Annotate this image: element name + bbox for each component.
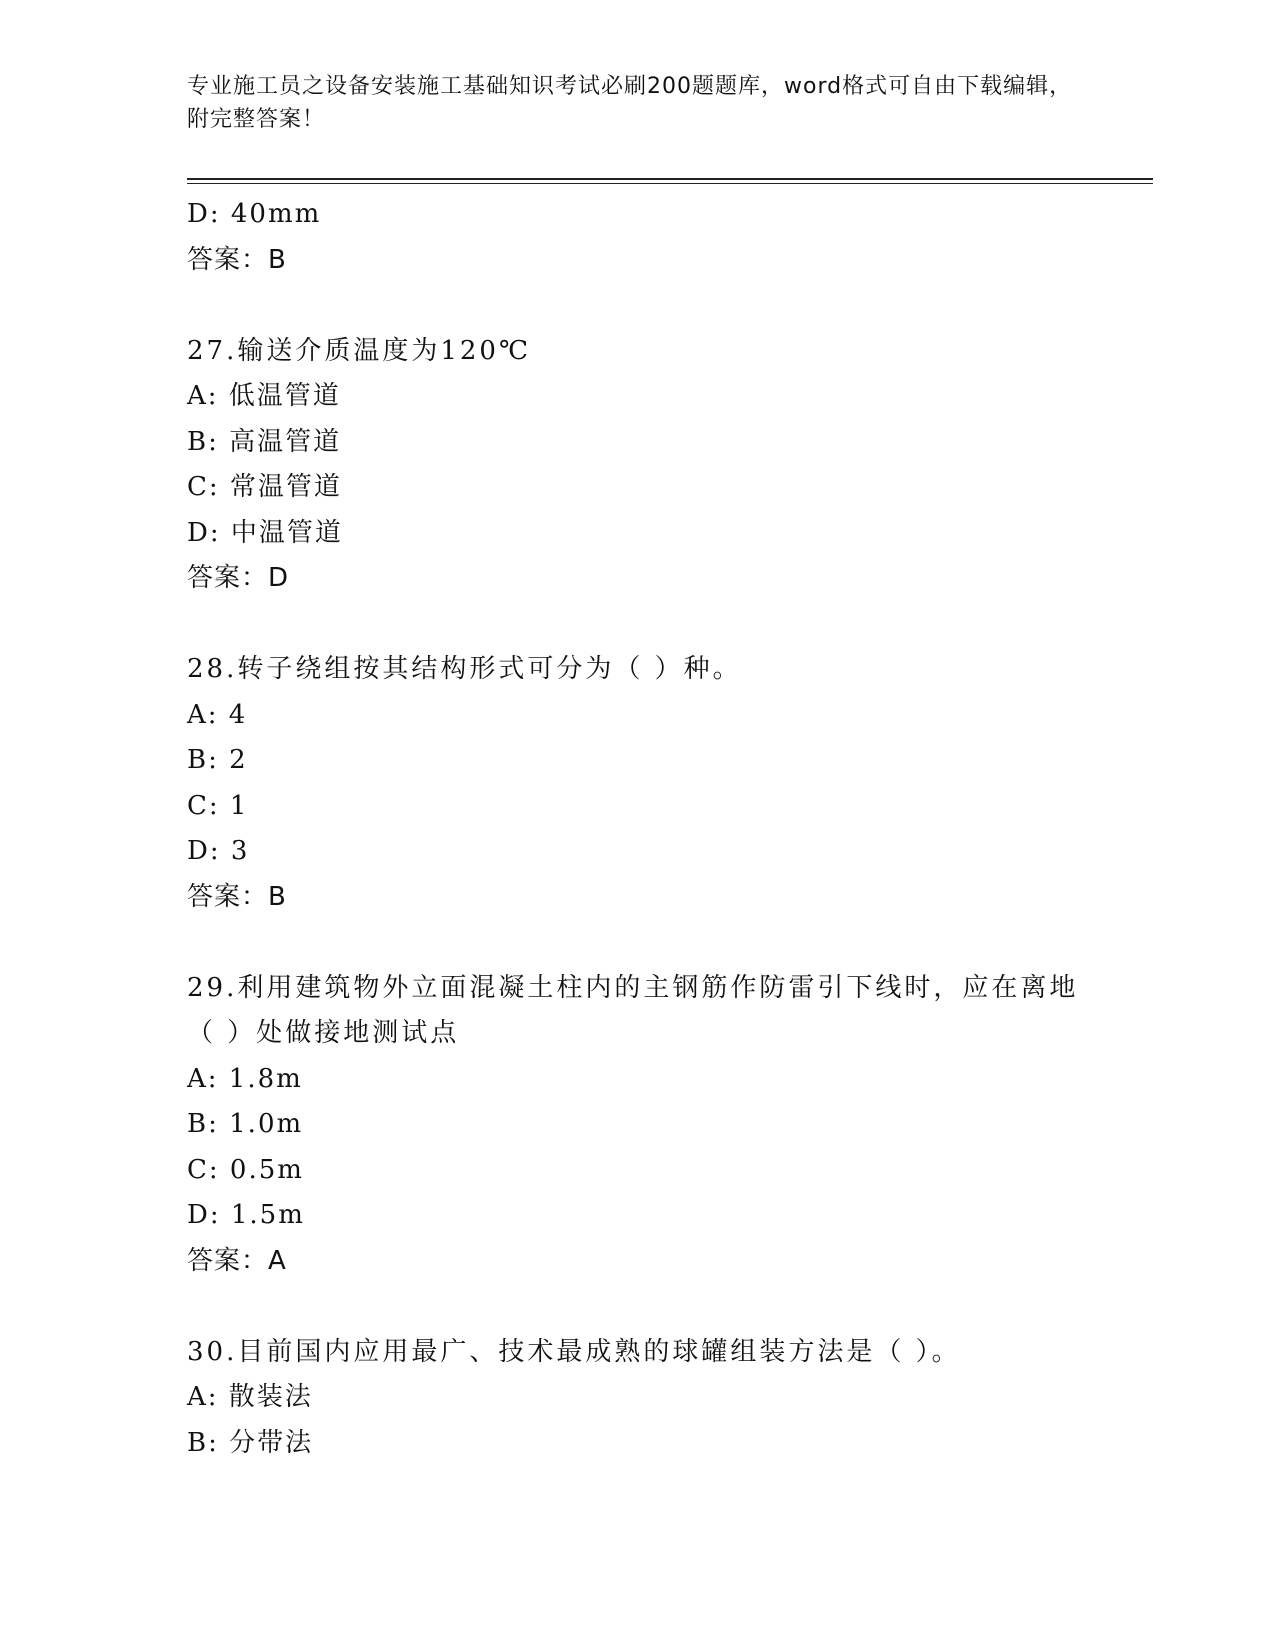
- question-29: [187, 966, 1087, 1285]
- option-d: D: 中温管道: [187, 517, 343, 548]
- question-30: [187, 1330, 1087, 1467]
- question-text: 27.输送介质温度为120℃: [187, 335, 532, 366]
- option-c: C: 1: [187, 790, 249, 821]
- header-divider-thin: [187, 183, 1153, 184]
- option-b: B: 分带法: [187, 1427, 314, 1458]
- question-text: 29.利用建筑物外立面混凝土柱内的主钢筋作防雷引下线时，应在离地（ ）处做接地测试点: [187, 972, 1079, 1048]
- option-a: A: 低温管道: [187, 381, 341, 411]
- question-list: [187, 192, 1087, 1466]
- question-text: 30.目前国内应用最广、技术最成熟的球罐组装方法是（ ）。: [187, 1336, 961, 1367]
- header-divider: [187, 178, 1153, 180]
- prev-answer: 答案：B: [187, 244, 287, 275]
- option-a: A: 散装法: [187, 1382, 313, 1412]
- question-27: [187, 329, 1087, 602]
- question-28: [187, 647, 1087, 920]
- answer: 答案：A: [187, 1245, 287, 1276]
- option-b: B: 高温管道: [187, 426, 342, 457]
- option-b: B: 1.0m: [187, 1109, 304, 1139]
- option-a: A: 4: [187, 699, 248, 730]
- prev-option-d: D: 40mm: [187, 199, 322, 229]
- option-c: C: 0.5m: [187, 1154, 304, 1185]
- option-c: C: 常温管道: [187, 472, 342, 502]
- option-a: A: 1.8m: [187, 1063, 303, 1094]
- option-d: D: 3: [187, 836, 250, 866]
- spacer: [187, 283, 1087, 329]
- answer: 答案：D: [187, 563, 290, 593]
- spacer: [187, 920, 1087, 966]
- question-text: 28.转子绕组按其结构形式可分为（ ）种。: [187, 654, 742, 684]
- document-header: 专业施工员之设备安装施工基础知识考试必刷200题题库，word格式可自由下载编辑，附完整答案！: [187, 74, 1073, 132]
- spacer: [187, 602, 1087, 648]
- option-b: B: 2: [187, 745, 248, 775]
- answer: 答案：B: [187, 881, 287, 912]
- option-d: D: 1.5m: [187, 1200, 305, 1230]
- spacer: [187, 1284, 1087, 1330]
